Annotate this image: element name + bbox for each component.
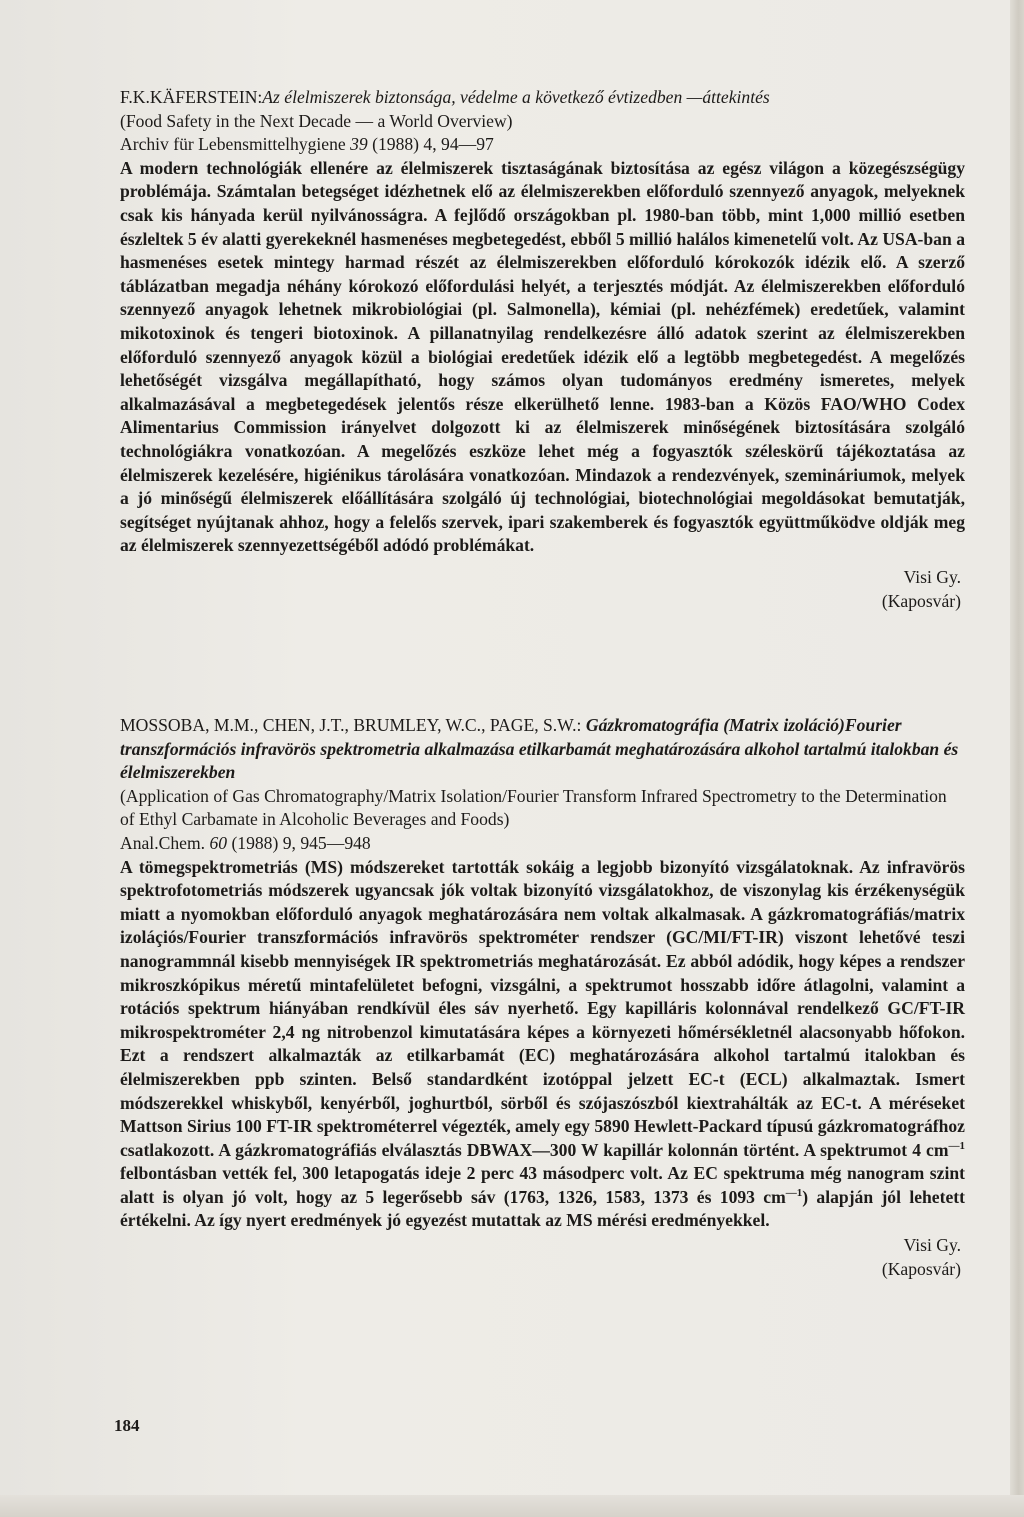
- article-2-title-en: (Application of Gas Chromatography/Matrix Isolation/Fourier Transform Infrared Spectrometry to the Determination of Ethyl Carbamate in Alcoholic Beverages and Foods): [120, 785, 947, 830]
- page-number: 184: [114, 1416, 140, 1435]
- article-1-title-hu: Az élelmiszerek biztonsága, védelme a következő évtizedben —áttekintés: [262, 87, 770, 107]
- article-2-journal: Anal.Chem.: [120, 832, 206, 853]
- article-1: [120, 86, 965, 613]
- article-1-reviewer: Visi Gy.: [903, 566, 961, 587]
- article-1-location: (Kaposvár): [881, 590, 961, 611]
- article-1-title-en: (Food Safety in the Next Decade — a World Overview): [120, 110, 513, 131]
- article-1-volume: 39: [350, 134, 368, 155]
- article-2-heading: [120, 714, 965, 785]
- article-2-reviewer: Visi Gy.: [903, 1235, 961, 1256]
- article-1-author: F.K.KÄFERSTEIN:: [120, 87, 263, 107]
- article-2-volume: 60: [209, 832, 228, 853]
- page-edge-right: [1010, 0, 1024, 1517]
- article-1-issue: (1988) 4, 94—97: [372, 134, 494, 155]
- article-1-heading: [120, 86, 965, 110]
- article-1-journal: Archiv für Lebensmittelhygiene: [120, 134, 346, 155]
- article-2: [120, 714, 965, 1281]
- article-2-abstract: [120, 856, 965, 1234]
- article-2-issue: (1988) 9, 945—948: [231, 832, 371, 853]
- unit-exponent-2: —1: [785, 1186, 803, 1199]
- article-1-abstract: A modern technológiák ellenére az élelmiszerek tisztaságának biztosítása az egész világon a közegészségügy problémája. Számtalan betegséget idézhetnek elő az élelmiszerekben előforduló szennyező anyagok, melyeknek csak kis hányada kerül nyilvánosságra. A fejlődő országokban pl. 1980-ban több, mint 1,000 millió esetben észleltek 5 év alatti gyerekeknél hasmenéses megbetegedést, ebből 5 millió halálos kimenetelű volt. Az USA-ban a hasmenéses esetek mintegy harmad részét az élelmiszerekben előforduló kórokozók idézik elő. A szerző táblázatban megadja néhány kórokozó előfordulási helyét, a terjesztés módját. Az élelmiszerekben előforduló szennyező anyagok lehetnek mikrobiológiai (pl. Salmonella), kémiai (pl. nehézfémek) eredetűek, valamint mikotoxinok és tengeri biotoxinok. A pillanatnyilag rendelkezésre álló adatok szerint az élelmiszerekben előforduló szennyező anyagok közül a biológiai eredetűek idézik elő a legtöbb megbetegedést. A megelőzés lehetőségét vizsgálva megállapítható, hogy számos olyan tudományos eredmény ismeretes, melyek alkalmazásával a megbetegedések jelentős része elkerülhető lenne. 1983-ban a Közös FAO/WHO Codex Alimentarius Commission irányelvet dolgozott ki az élelmiszerek minőségének biztosítására szolgáló technológiákra vonatkozóan. A megelőzés eszköze lehet még a fogyasztók széleskörű tájékoztatása az élelmiszerek kezelésére, higiénikus tárolására vonatkozóan. Mindazok a rendezvények, szemináriumok, melyek a jó minőségű élelmiszerek előállítására szolgáló új technológiai, biotechnológiai megoldásokat bemutatják, segítséget nyújtanak ahhoz, hogy a felelős szervek, ipari szakemberek és fogyasztók együttműködve oldják meg az élelmiszerek szennyezettségéből adódó problémákat.: [120, 157, 965, 556]
- article-2-reference: [120, 832, 965, 856]
- unit-exponent-1: —1: [948, 1139, 965, 1152]
- page-edge-bottom: [0, 1495, 1024, 1517]
- article-2-location: (Kaposvár): [881, 1259, 961, 1280]
- article-2-abstract-part-2: felbontásban vették fel, 300 letapogatás ideje 2 perc 43 másodperc volt. Az EC spektruma még nanogram szint alatt is olyan jó volt, hogy az 5 legerősebb sáv (1763, 1326, 1583, 1373 és 1093 cm: [120, 1163, 965, 1207]
- article-2-abstract-part-1: A tömegspektrometriás (MS) módszereket tartották sokáig a legjobb bizonyító vizsgálatoknak. Az infravörös spektrofotometriás módszerek ugyancsak jók voltak bizonyító vizsgálatokhoz, de viszonylag kis érzékenységük miatt a nyomokban előforduló anyagok meghatározására nem voltak alkalmasak. A gázkromatográfiás/matrix izoláçiós/Fourier transzformációs infravörös spektrométer rendszer (GC/MI/FT-IR) viszont lehetővé teszi nanogrammnál kisebb mennyiségek IR spektrometriás meghatározását. Ez abból adódik, hogy képes a rendszer mikroszkópikus méretű mintafelületet befogni, vizsgálni, a spektrumot hosszabb időre átlagolni, valamint a rotációs spektrum hiányában rendkívül éles sáv nyerhető. Egy kapilláris kolonnával rendelkező GC/FT-IR mikrospektrométer 2,4 ng nitrobenzol kimutatására képes a környezeti hőmérsékletnél alacsonyabb hőfokon. Ezt a rendszert alkalmazták az etilkarbamát (EC) meghatározására alkohol tartalmú italokban és élelmiszerekben ppb szinten. Belső standardként izotóppal jelzett EC-t (ECL) alkalmaztak. Ismert módszerekkel whiskyből, kenyérből, joghurtból, sörből és szójaszószból kiextrahálták az EC-t. A méréseket Mattson Sirius 100 FT-IR spektrométerrel végezték, amely egy 5890 Hewlett-Packard típusú gázkromatográfhoz csatlakozott. A gázkromatográfiás elválasztás DBWAX—300 W kapillár kolonnán történt. A spektrumot 4 cm: [120, 856, 965, 1160]
- article-2-authors: MOSSOBA, M.M., CHEN, J.T., BRUMLEY, W.C., PAGE, S.W.:: [120, 715, 582, 735]
- article-2-title-hu: Gázkromatográfia (Matrix izoláció)Fourier transzformációs infravörös spektrometria alkalmazása etilkarbamát meghatározására alkohol tartalmú italokban és élelmiszerekben: [120, 715, 959, 783]
- article-2-abstract-part-3: ) alapján jól lehetett értékelni. Az így nyert eredmények jó egyezést mutattak az MS mérési eredményekkel.: [120, 1186, 965, 1231]
- article-1-reference: [120, 133, 965, 157]
